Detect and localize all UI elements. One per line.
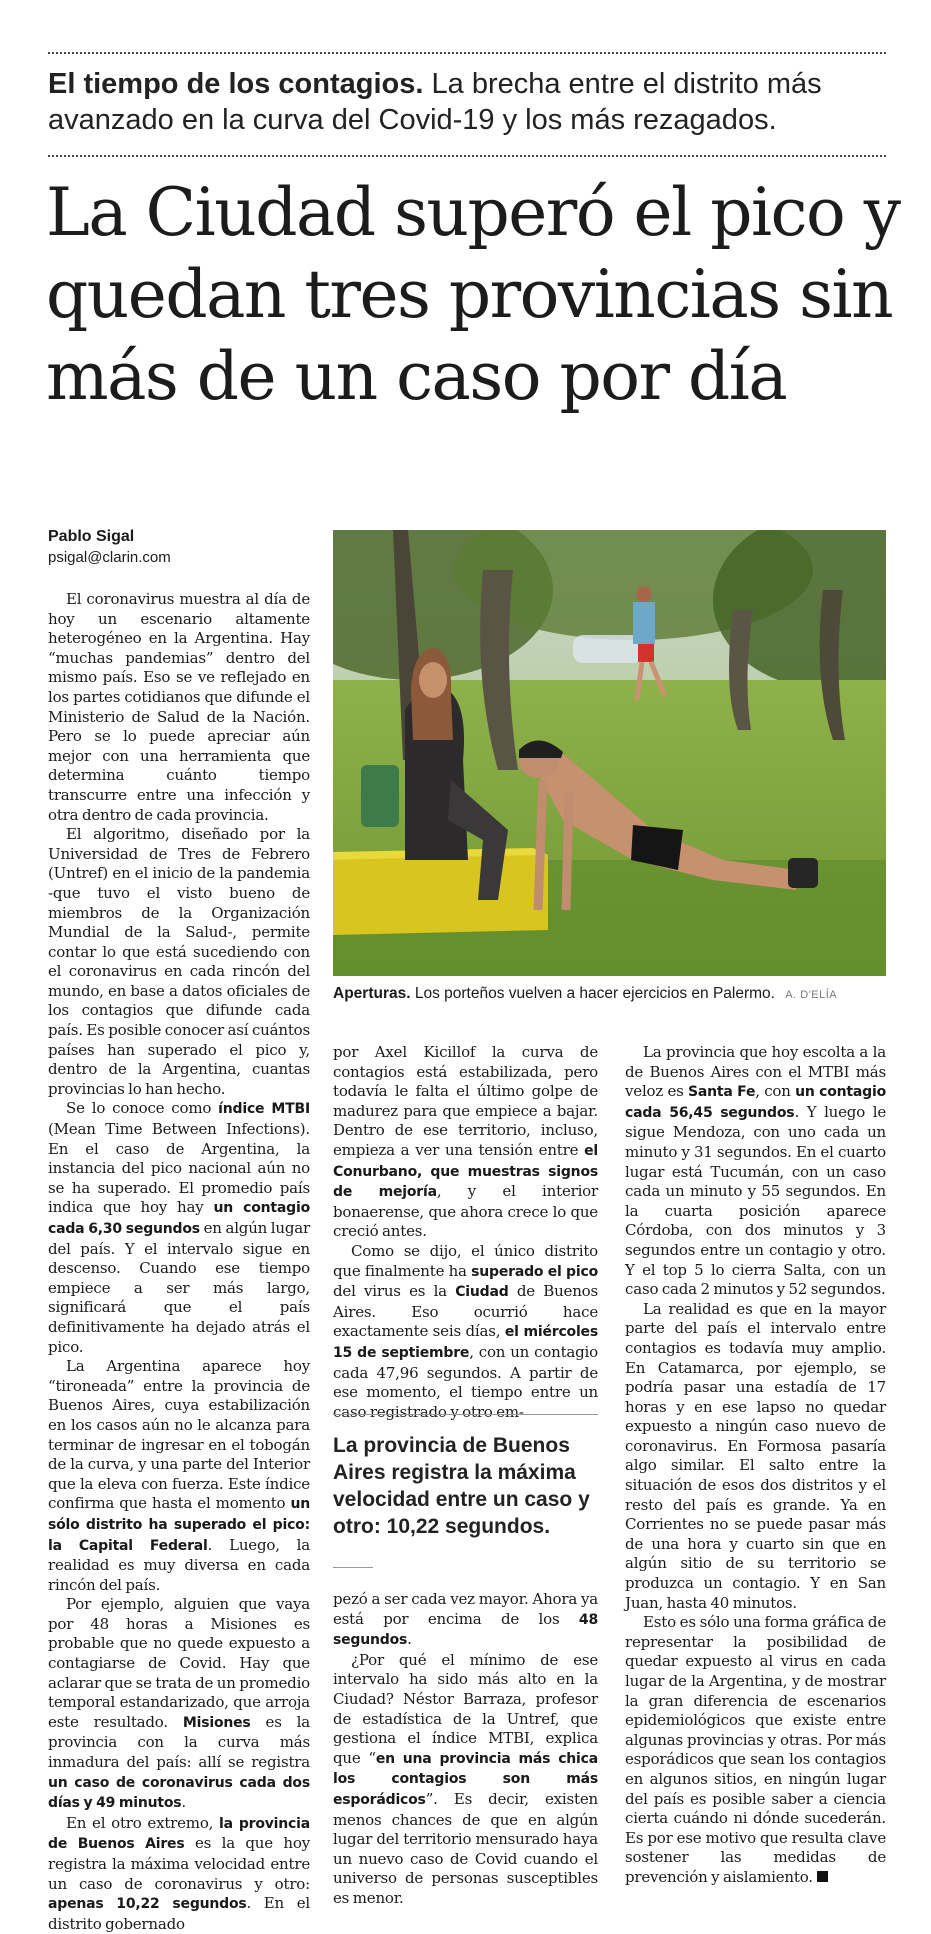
caption-text: Los porteños vuelven a hacer ejercicios en Palermo.	[414, 985, 775, 1002]
paragraph	[333, 1043, 598, 1242]
bold-text: Ciudad	[455, 1284, 509, 1301]
column-2	[333, 1043, 598, 1422]
text: en algún lugar del país. Y el intervalo sigue en descenso. Cuando ese tiempo empiece a ser más largo, significará que el país definitivamente ha dejado atrás el pico.	[48, 1219, 310, 1356]
bold-text: apenas 10,22 segundos	[48, 1896, 247, 1913]
photo-caption	[333, 984, 886, 1005]
article-photo	[333, 530, 886, 976]
text: Como se dijo, el único distrito que finalmente ha	[333, 1241, 598, 1280]
pullquote-rule-top	[333, 1414, 598, 1415]
text: El algoritmo, diseñado por la Universidad de Tres de Febrero (Untref) en el inicio de la pandemia -que tuvo el visto bueno de miembros de la Organización Mundial de la Salud-, permite contar lo que está sucediendo con el coronavirus en cada rincón del mundo, en base a datos oficiales de los contagios que difunde cada país. Es posible conocer así cuántos países han superado el pico y, dentro de la Argentina, cuantas provincias lo han hecho.	[48, 825, 310, 1098]
bold-text: 48 segundos	[333, 1611, 598, 1649]
text: , con	[755, 1082, 796, 1101]
paragraph	[333, 1242, 598, 1422]
text: . En el distrito gobernado	[48, 1894, 310, 1933]
bold-text: Santa Fe	[688, 1084, 756, 1101]
bold-text: Misiones	[182, 1714, 251, 1731]
paragraph	[48, 590, 310, 825]
column-3	[625, 1043, 886, 1888]
column-2-continued	[333, 1590, 598, 1909]
bold-text: índice MTBI	[218, 1101, 310, 1118]
text: ”. Es decir, existen menos chances de que en algún lugar del territorio mensurado haya un nuevo caso de Covid cuando el universo de personas susceptibles es menor.	[333, 1789, 598, 1907]
text: de Buenos Aires. Eso ocurrió hace exactamente seis días,	[333, 1282, 599, 1341]
text: La provincia que hoy escolta a la de Buenos Aires con el MTBI más veloz es	[625, 1043, 886, 1101]
text: (Mean Time Between Infections). En el caso de Argentina, la instancia del pico nacional aún no se ha superado. El promedio país indica que hoy hay	[48, 1120, 310, 1217]
end-mark	[817, 1871, 828, 1882]
author-email[interactable]: psigal@clarin.com	[48, 549, 171, 566]
text: . Luego, la realidad es muy diversa en cada rincón del país.	[48, 1535, 310, 1594]
park-exercise-photo	[333, 530, 886, 976]
text: , con un contagio cada 47,96 segundos. A partir de ese momento, el tiempo entre un caso registrado y otro em-	[333, 1342, 598, 1421]
kicker	[48, 66, 886, 138]
paragraph	[625, 1300, 886, 1614]
paragraph	[48, 1357, 310, 1595]
column-1	[48, 590, 310, 1934]
photo-credit: A. D'ELÍA	[785, 989, 838, 1001]
bold-text: en una provincia más chica los contagios son más esporádicos	[333, 1750, 598, 1808]
paragraph	[333, 1590, 598, 1651]
text: Por ejemplo, alguien que vaya por 48 horas a Misiones es probable que no quede expuesto a contagiarse de Covid. Hay que aclarar que se trata de un promedio temporal estandarizado, que arroja este resultado.	[48, 1595, 310, 1731]
text: pezó a ser cada vez mayor. Ahora ya está por encima de los	[333, 1590, 598, 1628]
bold-text: un caso de coronavirus cada dos días y 49 minutos	[48, 1774, 310, 1812]
byline	[48, 526, 171, 568]
paragraph	[48, 1099, 310, 1357]
author-name: Pablo Sigal	[48, 528, 135, 545]
kicker-text: La brecha entre el distrito más avanzado en la curva del Covid-19 y los más rezagados.	[48, 68, 822, 136]
paragraph	[48, 1595, 310, 1814]
text: Se lo conoce como	[66, 1099, 219, 1118]
bold-text: superado el pico	[471, 1263, 598, 1280]
text: La realidad es que en la mayor parte del país el intervalo entre contagios es todavía muy amplio. En Catamarca, por ejemplo, se podría pasar una estadía de 17 horas y en ese lapso no quedar expuesto a ningún caso nuevo de coronavirus. En Formosa pasaría algo similar. El salto entre la situación de esos dos distritos y el resto del país es grande. Ya en Corrientes no se puede pasar más de una hora y cuarto sin que en algún sitio de su territorio se produzca un contagio. Y en San Juan, hasta 40 minutos.	[625, 1299, 886, 1612]
bold-text: un sólo distrito ha superado el pico: la Capital Federal	[48, 1496, 310, 1554]
text: . Y luego le sigue Mendoza, con uno cada un minuto y 31 segundos. En el cuarto lugar está Tucumán, con un caso cada un minuto y 55 segundos. En la cuarta posición aparece Córdoba, con dos minutos y 3 segundos entre un contagio y otro. Y el top 5 lo cierra Salta, con un caso cada 2 minutos y 52 segundos.	[625, 1102, 887, 1299]
caption-bold: Aperturas.	[333, 985, 411, 1002]
bold-text: un contagio cada 56,45 segundos	[625, 1084, 886, 1121]
kicker-rule	[48, 155, 886, 157]
paragraph	[48, 825, 310, 1099]
top-rule	[48, 52, 886, 54]
text: por Axel Kicillof la curva de contagios está estabilizada, pero todavía le falta el último golpe de madurez para que empiece a bajar. Dentro de ese territorio, incluso, empieza a ver una tensión entre	[333, 1043, 598, 1159]
text: es la provincia con la curva más inmadura del país: allí se registra	[48, 1712, 310, 1772]
headline: La Ciudad superó el pico y quedan tres provincias sin más de un caso por día	[46, 174, 900, 415]
paragraph	[625, 1043, 886, 1300]
pullquote: La provincia de Buenos Aires registra la máxima velocidad entre un caso y otro: 10,22 segundos.	[333, 1434, 590, 1538]
text: , y el interior bonaerense, que ahora crece lo que creció antes.	[333, 1182, 598, 1241]
text: es la que hoy registra la máxima velocidad entre un caso de coronavirus y otro:	[48, 1834, 310, 1893]
paragraph	[333, 1651, 598, 1909]
text: En el otro extremo,	[66, 1813, 220, 1832]
text: ¿Por qué el mínimo de ese intervalo ha sido más alto en la Ciudad? Néstor Barraza, profesor de estadística de la Untref, que gestiona el índice MTBI, explica que “	[333, 1650, 598, 1767]
paragraph	[48, 1814, 310, 1934]
bold-text: la provincia de Buenos Aires	[48, 1815, 310, 1853]
text: .	[181, 1793, 186, 1812]
text: El coronavirus muestra al día de hoy un escenario altamente heterogéneo en la Argentina. Hay “muchas pandemias” dentro del mismo país. Eso se ve reflejado en los partes cotidianos que difunde el Ministerio de Salud de la Nación. Pero se lo puede apreciar aún mejor con una herramienta que determina cuánto tiempo transcurre entre una infección y otra dentro de cada provincia.	[48, 590, 310, 824]
kicker-bold: El tiempo de los contagios.	[48, 68, 424, 100]
text: Esto es sólo una forma gráfica de representar la posibilidad de quedar expuesto al virus en cada lugar de la Argentina, y de mostrar la gran diferencia de escenarios epidemiológicos que existe entre algunas provincias y otras. Por más esporádicos que sean los contagios en algunos sitios, en ningún lugar del país es posible saber a ciencia cierta cuándo ni dónde sucederán. Es por ese motivo que resulta clave sostener las medidas de prevención y aislamiento.	[625, 1613, 886, 1886]
text: La Argentina aparece hoy “tironeada” entre la provincia de Buenos Aires, cuya estabilización en los casos aún no le alcanza para terminar de ingresar en el tobogán de la curva, y una parte del Interior que la eleva con fuerza. Este índice confirma que hasta el momento	[48, 1357, 310, 1513]
text: del virus es la	[333, 1282, 456, 1301]
bold-text: un contagio cada 6,30 segundos	[48, 1200, 310, 1237]
paragraph	[625, 1613, 886, 1887]
text: .	[407, 1630, 412, 1649]
pullquote-rule	[333, 1567, 373, 1568]
bold-text: el miércoles 15 de septiembre	[333, 1324, 598, 1361]
bold-text: el Conurbano, que muestras signos de mejoría	[333, 1142, 598, 1201]
